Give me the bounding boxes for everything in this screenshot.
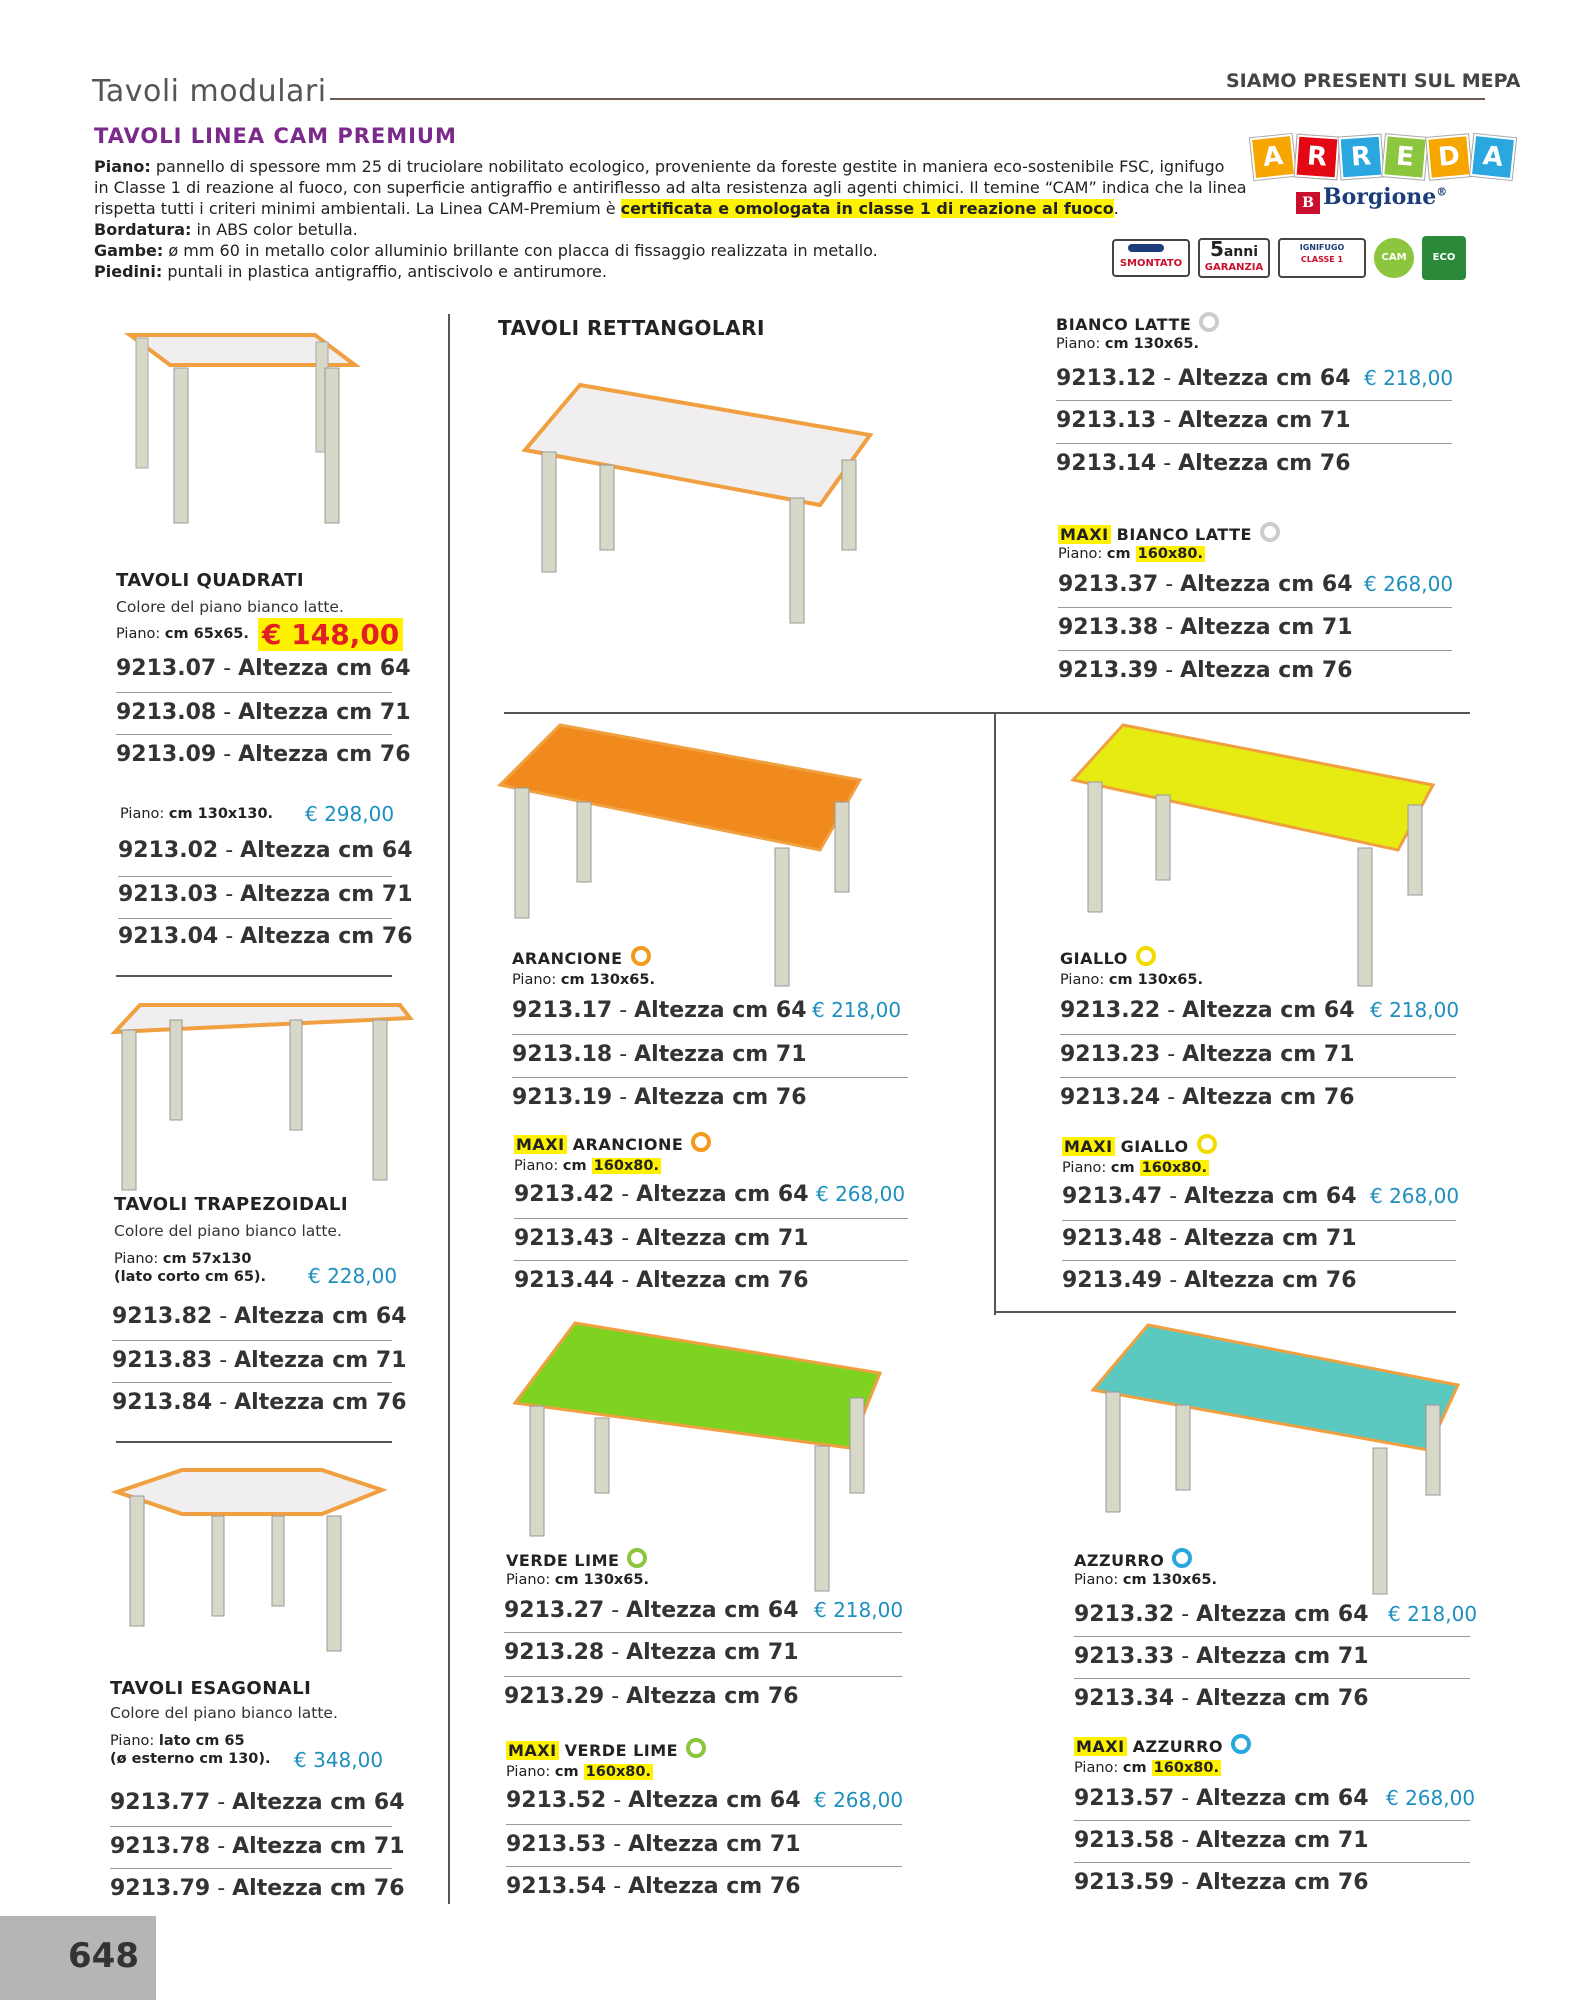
- product-row: 9213.13 - Altezza cm 71: [1056, 408, 1351, 433]
- section-subtitle: TAVOLI LINEA CAM PREMIUM: [94, 124, 457, 148]
- row-separator: [506, 1866, 902, 1867]
- trapezoidali-price: € 228,00: [308, 1264, 398, 1288]
- trapezoid-table-image: [110, 1000, 420, 1200]
- row-separator: [1062, 1260, 1456, 1261]
- maxi-giallo-title: MAXI GIALLO: [1062, 1134, 1217, 1156]
- bianco-piano: Piano: cm 130x65.: [1056, 336, 1199, 352]
- row-separator: [118, 876, 392, 877]
- registered-mark: ®: [1436, 185, 1448, 199]
- row-separator: [1056, 400, 1452, 401]
- product-row: 9213.82 - Altezza cm 64: [112, 1304, 407, 1329]
- trapezoidali-title: TAVOLI TRAPEZOIDALI: [114, 1194, 349, 1215]
- garanzia-icon: [1198, 238, 1270, 278]
- quadrati-piano-2: Piano: cm 130x130.: [120, 806, 274, 822]
- color-dot-icon: [1197, 1134, 1217, 1154]
- row-separator: [1074, 1636, 1470, 1637]
- trapezoidali-piano: Piano: cm 57x130 (lato corto cm 65).: [114, 1251, 267, 1285]
- product-row: 9213.02 - Altezza cm 64: [118, 838, 413, 863]
- column-divider-left: [448, 314, 450, 1904]
- row-separator: [1062, 1220, 1456, 1221]
- product-row: 9213.57 - Altezza cm 64: [1074, 1786, 1369, 1811]
- garanzia-num: 5: [1209, 237, 1224, 261]
- row-separator: [110, 1826, 392, 1827]
- product-row: 9213.18 - Altezza cm 71: [512, 1042, 807, 1067]
- piano-size: cm 65x65.: [164, 626, 249, 642]
- product-row: 9213.59 - Altezza cm 76: [1074, 1870, 1369, 1895]
- maxi-bianco-piano: Piano: cm 160x80.: [1058, 546, 1203, 562]
- giallo-piano: Piano: cm 130x65.: [1060, 972, 1203, 988]
- logo-letter: E: [1382, 134, 1428, 180]
- product-row: 9213.14 - Altezza cm 76: [1056, 451, 1351, 476]
- quadrati-title: TAVOLI QUADRATI: [116, 570, 305, 591]
- product-row: 9213.04 - Altezza cm 76: [118, 924, 413, 949]
- color-dot-icon: [1199, 312, 1219, 332]
- logo-letter: R: [1339, 135, 1384, 180]
- piano-end: .: [1113, 199, 1119, 218]
- smontato-icon: [1112, 239, 1190, 277]
- logo-letter: A: [1470, 134, 1516, 180]
- maxi-azzurro-title: MAXI AZZURRO: [1074, 1734, 1251, 1756]
- product-description: [94, 156, 1247, 282]
- product-row: 9213.09 - Altezza cm 76: [116, 742, 411, 767]
- color-dot-icon: [631, 946, 651, 966]
- quadrati-price-2: € 298,00: [305, 802, 395, 826]
- row-separator: [118, 918, 392, 919]
- product-row: 9213.48 - Altezza cm 71: [1062, 1226, 1357, 1251]
- piano-text-2: in Classe 1 di reazione al fuoco, con superficie antigraffio e antiriflesso ad alta resistenza agli agenti chimici. Il temine “CAM” indica che la linea: [94, 178, 1247, 197]
- product-row: 9213.24 - Altezza cm 76: [1060, 1085, 1355, 1110]
- product-row: 9213.38 - Altezza cm 71: [1058, 615, 1353, 640]
- product-row: 9213.44 - Altezza cm 76: [514, 1268, 809, 1293]
- row-separator: [1074, 1862, 1470, 1863]
- piano-text-1: pannello di spessore mm 25 di truciolare nobilitato ecologico, proveniente da foreste gestite in maniera eco-sostenibile FSC, ignifugo: [150, 157, 1225, 176]
- row-separator: [1060, 1077, 1456, 1078]
- row-separator: [1058, 607, 1452, 608]
- certification-badges: [1112, 236, 1466, 280]
- color-dot-icon: [1231, 1734, 1251, 1754]
- row-separator: [110, 1868, 392, 1869]
- product-row: 9213.42 - Altezza cm 64: [514, 1182, 809, 1207]
- color-dot-icon: [1172, 1548, 1192, 1568]
- esagonali-piano: Piano: lato cm 65 (ø esterno cm 130).: [110, 1733, 271, 1767]
- color-dot-icon: [627, 1548, 647, 1568]
- product-row: 9213.83 - Altezza cm 71: [112, 1348, 407, 1373]
- product-row: 9213.54 - Altezza cm 76: [506, 1874, 801, 1899]
- mepa-notice: SIAMO PRESENTI SUL MEPA: [1226, 70, 1521, 92]
- product-row: 9213.03 - Altezza cm 71: [118, 882, 413, 907]
- azzurro-piano: Piano: cm 130x65.: [1074, 1572, 1217, 1588]
- title-divider: [330, 98, 1485, 100]
- bianco-price: € 218,00: [1364, 366, 1454, 390]
- piedini-label: Piedini:: [94, 262, 163, 281]
- product-row: 9213.77 - Altezza cm 64: [110, 1790, 405, 1815]
- row-separator: [506, 1824, 902, 1825]
- product-row: 9213.58 - Altezza cm 71: [1074, 1828, 1369, 1853]
- color-dot-icon: [1136, 946, 1156, 966]
- esagonali-price: € 348,00: [294, 1748, 384, 1772]
- color-dot-icon: [691, 1132, 711, 1152]
- product-row: 9213.53 - Altezza cm 71: [506, 1832, 801, 1857]
- product-row: 9213.37 - Altezza cm 64: [1058, 572, 1353, 597]
- quadrati-price: € 148,00: [258, 618, 403, 651]
- trapezoidali-subtitle: Colore del piano bianco latte.: [114, 1222, 342, 1240]
- product-row: 9213.79 - Altezza cm 76: [110, 1876, 405, 1901]
- piano-text-3: rispetta tutti i criteri minimi ambientali. La Linea CAM-Premium è: [94, 199, 621, 218]
- row-separator: [1060, 1034, 1456, 1035]
- color-dot-icon: [686, 1738, 706, 1758]
- product-row: 9213.47 - Altezza cm 64: [1062, 1184, 1357, 1209]
- row-separator: [1074, 1820, 1470, 1821]
- row-separator: [512, 1034, 908, 1035]
- row-separator: [112, 1340, 392, 1341]
- giallo-title: GIALLO: [1060, 946, 1156, 968]
- product-row: 9213.43 - Altezza cm 71: [514, 1226, 809, 1251]
- verde-price: € 218,00: [814, 1598, 904, 1622]
- product-row: 9213.23 - Altezza cm 71: [1060, 1042, 1355, 1067]
- product-row: 9213.17 - Altezza cm 64: [512, 998, 807, 1023]
- maxi-arancione-piano: Piano: cm 160x80.: [514, 1158, 659, 1174]
- giallo-price: € 218,00: [1370, 998, 1460, 1022]
- hexagon-table-image: [112, 1466, 392, 1656]
- arancione-piano: Piano: cm 130x65.: [512, 972, 655, 988]
- row-separator: [504, 1632, 902, 1633]
- maxi-arancione-price: € 268,00: [816, 1182, 906, 1206]
- row-separator: [1074, 1678, 1470, 1679]
- cam-icon: CAM: [1374, 238, 1414, 278]
- maxi-arancione-title: MAXI ARANCIONE: [514, 1132, 711, 1154]
- logo-letter: R: [1295, 135, 1340, 180]
- maxi-verde-piano: Piano: cm 160x80.: [506, 1764, 651, 1780]
- bordatura-label: Bordatura:: [94, 220, 192, 239]
- esagonali-title: TAVOLI ESAGONALI: [110, 1678, 312, 1699]
- row-separator: [116, 692, 392, 693]
- piano-label: Piano:: [116, 626, 165, 642]
- row-separator: [512, 1077, 908, 1078]
- bianco-title: BIANCO LATTE: [1056, 312, 1219, 334]
- product-row: 9213.08 - Altezza cm 71: [116, 700, 411, 725]
- column-divider-mid-1: [994, 714, 996, 1312]
- row-separator: [514, 1218, 908, 1219]
- rettangolari-title: TAVOLI RETTANGOLARI: [498, 316, 765, 340]
- verde-piano: Piano: cm 130x65.: [506, 1572, 649, 1588]
- page-number: 648: [68, 1936, 139, 1976]
- product-row: 9213.78 - Altezza cm 71: [110, 1834, 405, 1859]
- row-divider-1: [504, 712, 1470, 714]
- gambe-text: ø mm 60 in metallo color alluminio brillante con placca di fissaggio realizzata in metallo.: [163, 241, 878, 260]
- maxi-giallo-price: € 268,00: [1370, 1184, 1460, 1208]
- product-row: 9213.22 - Altezza cm 64: [1060, 998, 1355, 1023]
- maxi-azzurro-piano: Piano: cm 160x80.: [1074, 1760, 1219, 1776]
- smontato-label: SMONTATO: [1119, 258, 1183, 269]
- borgione-mark-icon: B: [1296, 192, 1320, 214]
- quadrati-subtitle: Colore del piano bianco latte.: [116, 598, 344, 616]
- product-row: 9213.29 - Altezza cm 76: [504, 1684, 799, 1709]
- product-row: 9213.12 - Altezza cm 64: [1056, 366, 1351, 391]
- row-separator: [1056, 443, 1452, 444]
- logo-letter: A: [1250, 134, 1296, 180]
- product-row: 9213.07 - Altezza cm 64: [116, 656, 411, 681]
- ignifugo-icon: [1278, 238, 1366, 278]
- row-separator: [116, 734, 392, 735]
- row-separator: [1058, 650, 1452, 651]
- product-row: 9213.49 - Altezza cm 76: [1062, 1268, 1357, 1293]
- arreda-logo: [1252, 136, 1514, 178]
- classe-label: CLASSE 1: [1300, 255, 1344, 264]
- square-table-image: [120, 320, 360, 530]
- row-separator: [514, 1260, 908, 1261]
- maxi-azzurro-price: € 268,00: [1386, 1786, 1476, 1810]
- logo-letter: D: [1426, 134, 1472, 180]
- product-row: 9213.39 - Altezza cm 76: [1058, 658, 1353, 683]
- product-row: 9213.33 - Altezza cm 71: [1074, 1644, 1369, 1669]
- borgione-name: Borgione: [1323, 184, 1437, 210]
- product-row: 9213.84 - Altezza cm 76: [112, 1390, 407, 1415]
- row-divider-2: [996, 1311, 1456, 1313]
- row-separator: [112, 1382, 392, 1383]
- quadrati-piano: [116, 626, 249, 642]
- left-divider-2: [116, 1441, 392, 1443]
- column-divider-mid-2: [994, 1311, 996, 1315]
- product-row: 9213.27 - Altezza cm 64: [504, 1598, 799, 1623]
- maxi-verde-title: MAXI VERDE LIME: [506, 1738, 706, 1760]
- product-row: 9213.28 - Altezza cm 71: [504, 1640, 799, 1665]
- piano-highlight: certificata e omologata in classe 1 di reazione al fuoco: [620, 199, 1114, 218]
- product-row: 9213.32 - Altezza cm 64: [1074, 1602, 1369, 1627]
- azzurro-price: € 218,00: [1388, 1602, 1478, 1626]
- eco-icon: ECO: [1422, 236, 1466, 280]
- piano-label: Piano:: [94, 157, 151, 176]
- esagonali-subtitle: Colore del piano bianco latte.: [110, 1704, 338, 1722]
- color-dot-icon: [1260, 522, 1280, 542]
- maxi-bianco-price: € 268,00: [1364, 572, 1454, 596]
- maxi-giallo-piano: Piano: cm 160x80.: [1062, 1160, 1207, 1176]
- garanzia-anni: anni: [1223, 244, 1259, 260]
- bordatura-text: in ABS color betulla.: [191, 220, 358, 239]
- rect-table-white-image: [520, 380, 880, 640]
- borgione-logo: [1296, 184, 1447, 214]
- arancione-price: € 218,00: [812, 998, 902, 1022]
- garanzia-label: GARANZIA: [1204, 262, 1264, 273]
- product-row: 9213.19 - Altezza cm 76: [512, 1085, 807, 1110]
- row-separator: [504, 1676, 902, 1677]
- product-row: 9213.34 - Altezza cm 76: [1074, 1686, 1369, 1711]
- page-number-box: [0, 1916, 156, 2000]
- verde-title: VERDE LIME: [506, 1548, 647, 1570]
- product-row: 9213.52 - Altezza cm 64: [506, 1788, 801, 1813]
- maxi-verde-price: € 268,00: [814, 1788, 904, 1812]
- ignifugo-label: IGNIFUGO: [1299, 243, 1345, 252]
- gambe-label: Gambe:: [94, 241, 164, 260]
- arancione-title: ARANCIONE: [512, 946, 651, 968]
- left-divider-1: [116, 975, 392, 977]
- page-title: Tavoli modulari: [92, 74, 327, 109]
- azzurro-title: AZZURRO: [1074, 1548, 1192, 1570]
- piedini-text: puntali in plastica antigraffio, antiscivolo e antirumore.: [162, 262, 607, 281]
- maxi-bianco-title: MAXI BIANCO LATTE: [1058, 522, 1280, 544]
